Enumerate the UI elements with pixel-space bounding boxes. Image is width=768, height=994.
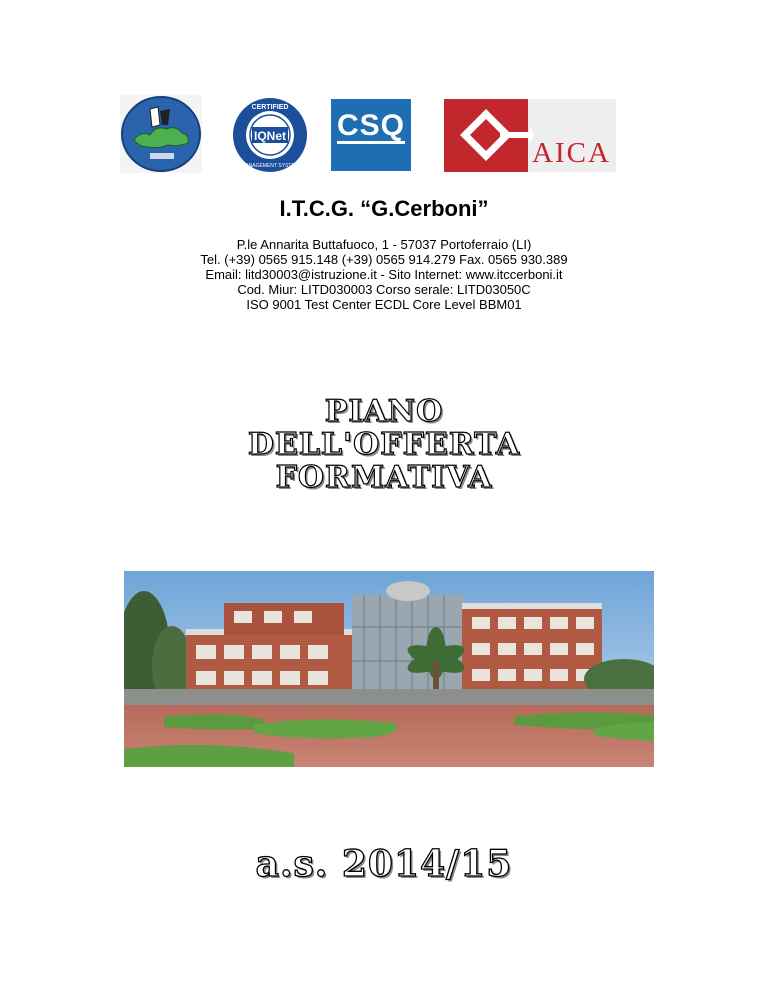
phone-line: Tel. (+39) 0565 915.148 (+39) 0565 914.279 Fax. 0565 930.389 [200, 252, 568, 267]
school-elba-logo-icon [120, 95, 202, 173]
email-line: Email: litd30003@istruzione.it - Sito Internet: www.itccerboni.it [205, 267, 563, 282]
csq-logo [331, 99, 411, 171]
address-line-1: P.le Annarita Buttafuoco, 1 - 57037 Portoferraio (LI) [236, 237, 532, 252]
iqnet-arc-bottom: MANAGEMENT SYSTEM [241, 163, 299, 169]
school-logo [120, 95, 202, 173]
aica-logo [444, 99, 616, 172]
codes-line: Cod. Miur: LITD030003 Corso serale: LITD03050C [237, 282, 531, 297]
aica-diamond-icon [444, 99, 534, 172]
csq-label-wrap [331, 109, 411, 144]
iqnet-certified-icon [229, 97, 311, 173]
school-building-image-icon [124, 571, 654, 767]
iqnet-label: IQNet [253, 129, 287, 143]
iso-line: ISO 9001 Test Center ECDL Core Level BBM01 [246, 297, 522, 312]
title-line-1: PIANO [324, 394, 444, 429]
school-building-photo [124, 571, 654, 767]
school-year: a.s. 2014/15 [255, 843, 513, 885]
school-name: I.T.C.G. “G.Cerboni” [279, 196, 489, 221]
iqnet-logo [229, 97, 311, 173]
iqnet-arc-top: CERTIFIED [251, 104, 289, 111]
csq-label: CSQ [336, 109, 405, 142]
title-line-2: DELL'OFFERTA [247, 427, 521, 462]
aica-label: AICA [532, 137, 611, 169]
title-line-3: FORMATIVA [275, 460, 493, 495]
